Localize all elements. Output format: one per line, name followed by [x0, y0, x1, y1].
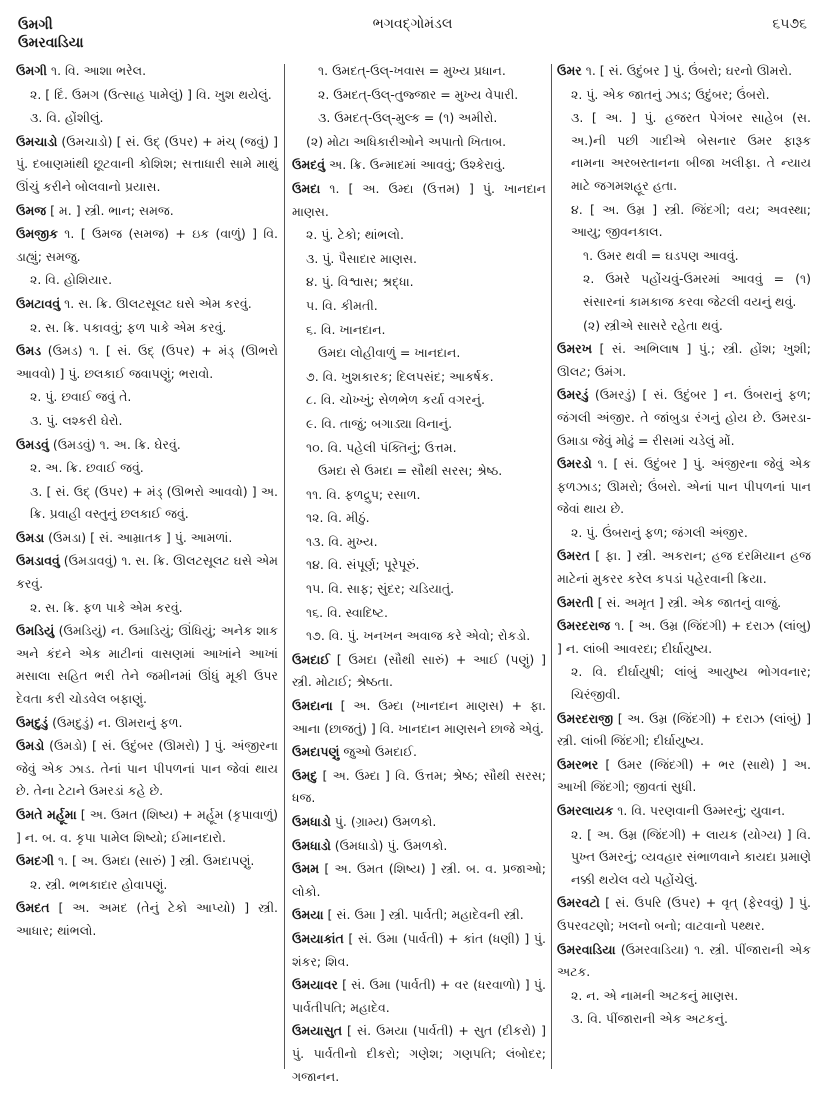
dictionary-entry — [16, 434, 278, 457]
definition-text: ૧. [ ઉમજ (સમજ) + ઇક (વાળું) ] વિ. ડાહ્યું; સમજુ. — [16, 226, 278, 264]
headword: ઉમડો — [16, 738, 45, 754]
headword: ઉમધાડો — [292, 814, 331, 829]
definition-text: ૪. [ અ. ઉમ્ર ] સ્ત્રી. જિંદગી; વય; અવસ્થા; આયુ; જીવનકાલ. — [571, 201, 811, 240]
definition-text: (ઉમડ) ૧. [ સં. ઉદ્ (ઉપર) + મંડ્ (ઊભરો આવવો) ] પું. છલકાઈ જવાપણું; ભરાવો. — [16, 343, 278, 381]
definition-text: ૧. [ સં. ઉદુંબર ] પું. અંજીરના જેવું એક ફળઝાડ; ઊમરો; ઉંબરો. એનાં પાન પીપળનાં પાન જેવાં થાય છે. — [557, 456, 811, 517]
definition-text: [ સં. અભિલાષ ] પું.; સ્ત્રી. હોંશ; ખુશી; ઊલટ; ઉમંગ. — [557, 341, 811, 379]
dictionary-entry — [292, 811, 546, 834]
definition-text: ૨. ઉમરે પહોંચવું-ઉમરમાં આવવું = (૧) સંસારનાં કામકાજ કરવા જેટલી વયનું થવું. — [583, 271, 811, 309]
headword: ઉમગી — [16, 63, 47, 78]
dictionary-entry — [16, 340, 278, 385]
dictionary-entry — [292, 858, 546, 903]
dictionary-entry — [557, 592, 811, 615]
entry-sense — [16, 269, 278, 292]
headword: ઉમયાસુત — [292, 1023, 342, 1039]
definition-text: [ અ. ઉમ્દા (ખાનદાન માણસ) + ફા. આના (છાજતું) ] વિ. ખાનદાન માણસને છાજે એવું. — [292, 698, 546, 736]
headword: ઉમચાડો — [16, 133, 58, 149]
definition-text: ૯. વિ. તાજું; બગાડ્યા વિનાનું. — [306, 415, 453, 431]
dictionary-entry — [16, 850, 278, 873]
definition-text: ૨. પું. એક જાતનું ઝાડ; ઉદુંબર; ઉંબરો. — [571, 86, 770, 102]
definition-text: ૧. ઉમદત્-ઉલ્-ખવાસ = મુખ્ય પ્રધાન. — [318, 63, 506, 78]
headword: ઉમયા — [292, 907, 324, 923]
definition-text: ૩. વિ. હોંશીલું. — [30, 110, 104, 126]
definition-text: ૧૫. વિ. સાફ; સુંદર; ચડિયાતું. — [306, 581, 455, 597]
definition-text: ૧. ઉમર થવી = ઘડપણ આવવું. — [583, 247, 739, 263]
definition-text: ૩. પું. પૈસાદાર માણસ. — [306, 250, 418, 266]
entry-sense — [292, 60, 546, 83]
definition-text: (ઉમધાડો) પું. ઉમળકો. — [330, 837, 448, 853]
dictionary-entry — [557, 800, 811, 823]
definition-text: ૧. [ સં. ઉદુંબર ] પું. ઉંબરો; ઘરનો ઊમરો. — [581, 63, 793, 78]
entry-sense — [16, 317, 278, 340]
headword: ઉમરડો — [557, 456, 592, 472]
entry-sense — [16, 410, 278, 433]
entry-sense — [292, 295, 546, 318]
entry-sense — [292, 484, 546, 507]
dictionary-entry — [292, 154, 546, 177]
headword: ઉમદગી — [16, 853, 54, 869]
definition-text: પું. (ગ્રામ્ય) ઉમળકો. — [330, 814, 437, 829]
definition-text: (૨) મોટા અધિકારીઓને અપાતો ખિતાબ. — [306, 133, 507, 149]
definition-text: (ઉમડિયું) ન. ઉમાડિયું; ઊંધિયું; અનેક શાક અને કંદને એક માટીનાં વાસણમાં આખાંને આખાં મસાલા સહિત ભરી તેને જમીનમાં ઊંધું મૂકી ઉપર દેવતા કરી ચોડવેલ બફાણું. — [16, 623, 278, 707]
headword: ઉમડવું — [16, 436, 49, 452]
definition-text: ૬. વિ. ખાનદાન. — [306, 321, 386, 337]
headword: ઉમદુ — [292, 767, 318, 783]
definition-text: ૨. વિ. હોશિયાર. — [30, 272, 113, 288]
dictionary-entry — [292, 974, 546, 1019]
definition-text: [ સં. ઉમા ] સ્ત્રી. પાર્વતી; મહાદેવની સ્ત્રી. — [323, 907, 524, 923]
definition-text: ૩. [ અ. ] પું. હજરત પેગંબર સાહેબ (સ. અ.)ની પછી ગાદીએ બેસનાર ઉમર ફારૂક નામના અરબસ્તાનના બીજા ખલીફા. તે ન્યાય માટે જગમશહૂર હતા. — [571, 110, 811, 193]
column-1 — [16, 60, 278, 944]
entry-sense — [292, 319, 546, 342]
definition-text: ૨. ઉમદત્-ઉલ્-તુજ્જાર = મુખ્ય વેપારી. — [318, 86, 519, 102]
dictionary-entry — [16, 712, 278, 735]
headword: ઉમરખ — [557, 341, 593, 357]
entry-sense — [292, 342, 546, 365]
definition-text: જુઓ ઉમદાઈ. — [339, 744, 417, 760]
definition-text: ૨. પું. ઉંબરાનું ફળ; જંગલી અંજીર. — [571, 524, 748, 540]
definition-text: ૧. [ અ. ઉમદા (સારું) ] સ્ત્રી. ઉમદાપણું. — [53, 853, 255, 869]
definition-text: [ ઉમદા (સૌથી સારું) + આઈ (પણું) ] સ્ત્રી. મોટાઈ; શ્રેષ્ઠતા. — [292, 651, 546, 690]
headword: ઉમડિયું — [16, 623, 55, 639]
entry-sense — [292, 413, 546, 436]
entry-sense — [557, 84, 811, 107]
headword: ઉમદવું — [292, 157, 326, 173]
dictionary-entry — [16, 60, 278, 83]
book-title: ભગવદ્ગોમંડલ — [372, 16, 453, 32]
entry-sense — [16, 597, 278, 620]
definition-text: ૧૬. વિ. સ્વાદિષ્ટ. — [306, 604, 388, 620]
headword: ઉમધાડો — [292, 837, 331, 853]
dictionary-entry — [16, 804, 278, 849]
definition-text: ૫. વિ. કીમતી. — [306, 297, 378, 313]
definition-text: ૮. વિ. ચોખ્ખું; સેળભેળ કર્યા વગરનું. — [306, 392, 485, 408]
entry-sense — [557, 107, 811, 197]
definition-text: ૨. સ. ક્રિ. પકાવવું; ફળ પાકે એમ કરવું. — [30, 319, 227, 335]
headword: ઉમરલાયક — [557, 803, 614, 818]
entry-sense — [292, 625, 546, 648]
definition-text: (ઉમરડું) [ સં. ઉદુંબર ] ન. ઉંબરાનું ફળ; જંગલી અંજીર. તે જાંબુડા રંગનું હોય છે. ઉમરડા-ઉમાડા જેવું મોઢું = રીસમાં ચડેલું મોં. — [557, 387, 811, 448]
dictionary-entry — [557, 615, 811, 660]
entry-sense — [292, 107, 546, 130]
dictionary-entry — [16, 223, 278, 268]
definition-text: (ઉમડો) [ સં. ઉદુંબર (ઊમરો) ] પું. અંજીરના જેવું એક ઝાડ. તેનાં પાન પીપળનાં પાન જેવાં થાય છે. તેના ટેટાને ઉમરડાં કહે છે. — [16, 738, 278, 799]
definition-text: (ઉમડા) [ સં. આમ્રાતક ] પું. આમળાં. — [44, 529, 233, 545]
definition-text: [ ઉમર (જિંદગી) + ભર (સાથે) ] અ. આખી જિંદગી; જીવતાં સુધી. — [557, 756, 811, 795]
dictionary-entry — [557, 939, 811, 984]
headword: ઉમરદરાજી — [557, 710, 614, 726]
dictionary-entry — [557, 545, 811, 590]
definition-text: ૧. વિ. આશા ભરેલ. — [46, 63, 147, 78]
entry-sense — [557, 661, 811, 706]
entry-sense — [557, 268, 811, 313]
dictionary-entry — [16, 200, 278, 223]
headword: ઉમડાવવું — [16, 553, 60, 569]
dictionary-entry — [292, 904, 546, 927]
headword: ઉમરભર — [557, 756, 599, 772]
dictionary-entry — [16, 897, 278, 942]
definition-text: ૨. ન. એ નામની અટકનું માણસ. — [571, 987, 739, 1003]
entry-sense — [557, 522, 811, 545]
dictionary-entry — [557, 892, 811, 937]
definition-text: ૧૪. વિ. સંપૂર્ણ; પૂરેપૂરું. — [306, 557, 420, 573]
dictionary-entry — [292, 835, 546, 858]
definition-text: ૧૩. વિ. મુખ્ય. — [306, 533, 378, 549]
headword: ઉમદાપણું — [292, 744, 340, 760]
dictionary-entry — [557, 453, 811, 521]
entry-sense — [292, 460, 546, 483]
headword: ઉમડા — [16, 529, 45, 545]
dictionary-entry — [16, 131, 278, 199]
entry-sense — [16, 874, 278, 897]
entry-sense — [292, 224, 546, 247]
entry-sense — [557, 985, 811, 1008]
definition-text: [ અ. અમદ (તેનું ટેકો આપ્યો) ] સ્ત્રી. આધાર; થાંભલો. — [16, 900, 278, 938]
headword: ઉમદા — [292, 180, 321, 196]
entry-sense — [292, 602, 546, 625]
headword: ઉમદત — [16, 900, 50, 916]
column-divider — [551, 64, 552, 1069]
entry-sense — [292, 578, 546, 601]
dictionary-entry — [557, 60, 811, 83]
dictionary-entry — [292, 928, 546, 973]
headword: ઉમદાઈ — [292, 651, 330, 667]
dictionary-entry — [292, 741, 546, 764]
entry-sense — [557, 1008, 811, 1031]
definition-text: (ઉમડાવવું) ૧. સ. ક્રિ. ઊલટસૂલટ ઘસે એમ કરવું. — [16, 553, 278, 592]
definition-text: [ સં. ઉમા (પાર્વતી) + કાંત (ધણી) ] પું. શંકર; શિવ. — [292, 930, 546, 969]
dictionary-entry — [16, 620, 278, 710]
headword: ઉમયાકાંત — [292, 930, 344, 946]
dictionary-entry — [557, 708, 811, 753]
definition-text: ૧૧. વિ. ફળદ્રુપ; રસાળ. — [306, 486, 421, 502]
definition-text: (ઉમચાડો) [ સં. ઉદ્ (ઉપર) + મંચ્ (જવું) ] પું. દબાણમાંથી છૂટવાની કોશિશ; સત્તાધારી સામે માથું ઊંચું કરીને બોલવાનો પ્રયાસ. — [16, 133, 278, 194]
definition-text: ૩. [ સં. ઉદ્ (ઉપર) + મંડ્ (ઊભરો આવવો) ] અ. ક્રિ. પ્રવાહી વસ્તુનું છલકાઈ જવું. — [30, 483, 278, 522]
definition-text: ૧. [ અ. ઉમ્દા (ઉત્તમ) ] પું. ખાનદાન માણસ. — [292, 180, 546, 219]
page-number: ૬૫૭૬ — [772, 16, 807, 32]
dictionary-entry — [557, 338, 811, 383]
entry-sense — [557, 824, 811, 892]
definition-text: (ઉમદુડું) ન. ઊમરાનું ફળ. — [48, 714, 183, 730]
definition-text: [ અ. ઉમ્દા ] વિ. ઉત્તમ; શ્રેષ્ઠ; સૌથી સરસ; ધજ. — [292, 767, 546, 806]
definition-text: (ઉમડવું) ૧. અ. ક્રિ. ઘેરવું. — [48, 436, 181, 452]
entry-sense — [292, 507, 546, 530]
entry-sense — [16, 481, 278, 526]
dictionary-entry — [292, 695, 546, 740]
headword: ઉમયાવર — [292, 977, 338, 993]
definition-text: [ મ. ] સ્ત્રી. ભાન; સમજ. — [46, 202, 174, 218]
definition-text: [ અ. ઉમત (શિષ્ય) + મર્હૂમ (કૃપાવાળું) ] ન. બ. વ. કૃપા પામેલ શિષ્યો; ઈમાનદારો. — [16, 807, 278, 845]
dictionary-entry — [557, 754, 811, 799]
definition-text: ૧૨. વિ. મીઠું. — [306, 510, 370, 526]
entry-sense — [557, 199, 811, 244]
definition-text: [ અ. ઉમત (શિષ્ય) ] સ્ત્રી. બ. વ. પ્રજાઓ; લોકો. — [292, 861, 546, 899]
definition-text: [ સં. ઉપરિ (ઉપર) + વૃત્ (ફેરવવું) ] પું. ઉપરવટણો; ખલનો બનો; વાટવાનો પથ્થર. — [557, 895, 811, 933]
headword: ઉમડ — [16, 343, 42, 359]
entry-sense — [557, 245, 811, 268]
dictionary-entry — [16, 527, 278, 550]
headword: ઉમરવાડિયા — [557, 941, 616, 957]
entry-sense — [16, 107, 278, 130]
headword: ઉમટાવવું — [16, 295, 61, 311]
entry-sense — [292, 437, 546, 460]
headword: ઉમરવટો — [557, 895, 600, 911]
entry-sense — [292, 531, 546, 554]
entry-sense — [292, 248, 546, 271]
headword: ઉમજીક — [16, 226, 58, 242]
definition-text: ૧૦. વિ. પહેલી પંક્તિનું; ઉત્તમ. — [306, 439, 457, 455]
definition-text: ઉમદા સે ઉમદા = સૌથી સરસ; શ્રેષ્ઠ. — [318, 463, 503, 479]
definition-text: ૨. પું. ટેકો; થાંભલો. — [306, 227, 404, 243]
headword: ઉમતે મર્હૂમા — [16, 807, 77, 822]
headword: ઉમરડું — [557, 387, 589, 403]
definition-text: ૨. વિ. દીર્ઘાયુષી; લાંબું આયુષ્ય ભોગવનાર; ચિરંજીવી. — [571, 664, 811, 703]
entry-sense — [292, 366, 546, 389]
definition-text: ૨. સ્ત્રી. ભભકાદાર હોવાપણું. — [30, 876, 168, 892]
definition-text: અ. ક્રિ. ઉન્માદમાં આવવું; ઉશ્કેરાવું. — [325, 157, 506, 173]
definition-text: [ ફા. ] સ્ત્રી. અકરાન; હજ દરમિયાન હજ માટેનાં મુકરર કરેલ કપડાં પહેરવાની ક્રિયા. — [557, 548, 811, 587]
dictionary-entry — [292, 765, 546, 810]
dictionary-entry — [292, 1020, 546, 1088]
guide-word-last: ઉમરવાડિયા — [18, 35, 84, 51]
dictionary-entry — [557, 384, 811, 452]
definition-text: [ સં. અમૃત ] સ્ત્રી. એક જાતનું વાજું. — [593, 594, 782, 610]
entry-sense — [292, 554, 546, 577]
definition-text: (૨) સ્ત્રીએ સાસરે રહેતા થવું. — [583, 317, 723, 333]
definition-text: (ઉમરવાડિયા) ૧. સ્ત્રી. પીંજારાની એક અટક. — [557, 941, 811, 980]
entry-sense — [292, 271, 546, 294]
definition-text: ઉમદા લોહીવાળું = ખાનદાન. — [318, 345, 461, 361]
definition-text: ૧. સ. ક્રિ. ઊલટસૂલટ ઘસે એમ કરવું. — [60, 295, 252, 311]
definition-text: ૭. વિ. ખુશકારક; દિલપસંદ; આકર્ષક. — [306, 368, 494, 384]
column-divider — [284, 64, 285, 1069]
entry-sense — [292, 84, 546, 107]
definition-text: ૨. સ. ક્રિ. ફળ પાકે એમ કરવું. — [30, 599, 183, 615]
definition-text: ૨. અ. ક્રિ. છવાઈ જવું. — [30, 460, 144, 476]
dictionary-entry — [16, 550, 278, 595]
headword: ઉમરદરાજ — [557, 618, 611, 634]
definition-text: ૧. વિ. પરણવાની ઉમ્મરનું; યુવાન. — [613, 803, 786, 818]
definition-text: ૨. [ દિં. ઉમગ (ઉત્સાહ પામેલું) ] વિ. ખુશ થયેલું. — [30, 86, 272, 102]
column-2 — [292, 60, 546, 1089]
dictionary-entry — [292, 649, 546, 694]
column-3 — [557, 60, 811, 1032]
headword: ઉમદાના — [292, 698, 333, 714]
entry-sense — [292, 389, 546, 412]
headword: ઉમર — [557, 63, 582, 78]
headword: ઉમજ — [16, 202, 47, 218]
entry-sense — [16, 457, 278, 480]
definition-text: [ અ. ઉમ્ર (જિંદગી) + દરાઝ (લાંબું) ] સ્ત્રી. લાંબી જિંદગી; દીર્ઘાયુષ્ય. — [557, 710, 811, 749]
definition-text: ૨. [ અ. ઉમ્ર (જિંદગી) + લાયક (યોગ્ય) ] વિ. પુખ્ત ઉમરનું; વ્યવહાર સંભાળવાને કાયદા પ્રમાણે નક્કી થયેલ વયે પહોંચેલું. — [571, 826, 811, 887]
headword: ઉમદુડું — [16, 714, 49, 730]
entry-sense — [557, 315, 811, 338]
definition-text: ૧. [ અ. ઉમ્ર (જિંદગી) + દરાઝ (લાંબુ) ] ન. લાંબી આવરદા; દીર્ઘાયુષ્ય. — [557, 618, 811, 656]
guide-word-first: ઉમગી — [18, 17, 53, 33]
dictionary-entry — [292, 178, 546, 223]
definition-text: ૩. ઉમદત્-ઉલ્-મુલ્ક = (૧) અમીરો. — [318, 110, 498, 126]
dictionary-entry — [16, 735, 278, 803]
headword: ઉમમ — [292, 861, 320, 877]
entry-sense — [292, 131, 546, 154]
definition-text: ૩. વિ. પીંજારાની એક અટકનું. — [571, 1011, 728, 1027]
definition-text: ૨. પું. છવાઈ જવું તે. — [30, 389, 132, 405]
definition-text: [ સં. ઉમા (પાર્વતી) + વર (ધરવાળો) ] પું. પાર્વતીપતિ; મહાદેવ. — [292, 977, 546, 1015]
headword: ઉમરતી — [557, 594, 594, 610]
definition-text: ૩. પું. લશ્કરી ઘેરો. — [30, 412, 123, 428]
dictionary-entry — [16, 293, 278, 316]
definition-text: ૧૭. વિ. પું. ખનખન અવાજ કરે એવો; રોકડો. — [306, 628, 531, 644]
entry-sense — [16, 84, 278, 107]
definition-text: [ સં. ઉમયા (પાર્વતી) + સુત (દીકરો) ] પું. પાર્વતીનો દીકરો; ગણેશ; ગણપતિ; લંબોદર; ગજાનન. — [292, 1023, 546, 1084]
definition-text: ૪. પું. વિશ્વાસ; શ્રદ્ધા. — [306, 274, 414, 290]
headword: ઉમરત — [557, 548, 591, 564]
entry-sense — [16, 386, 278, 409]
